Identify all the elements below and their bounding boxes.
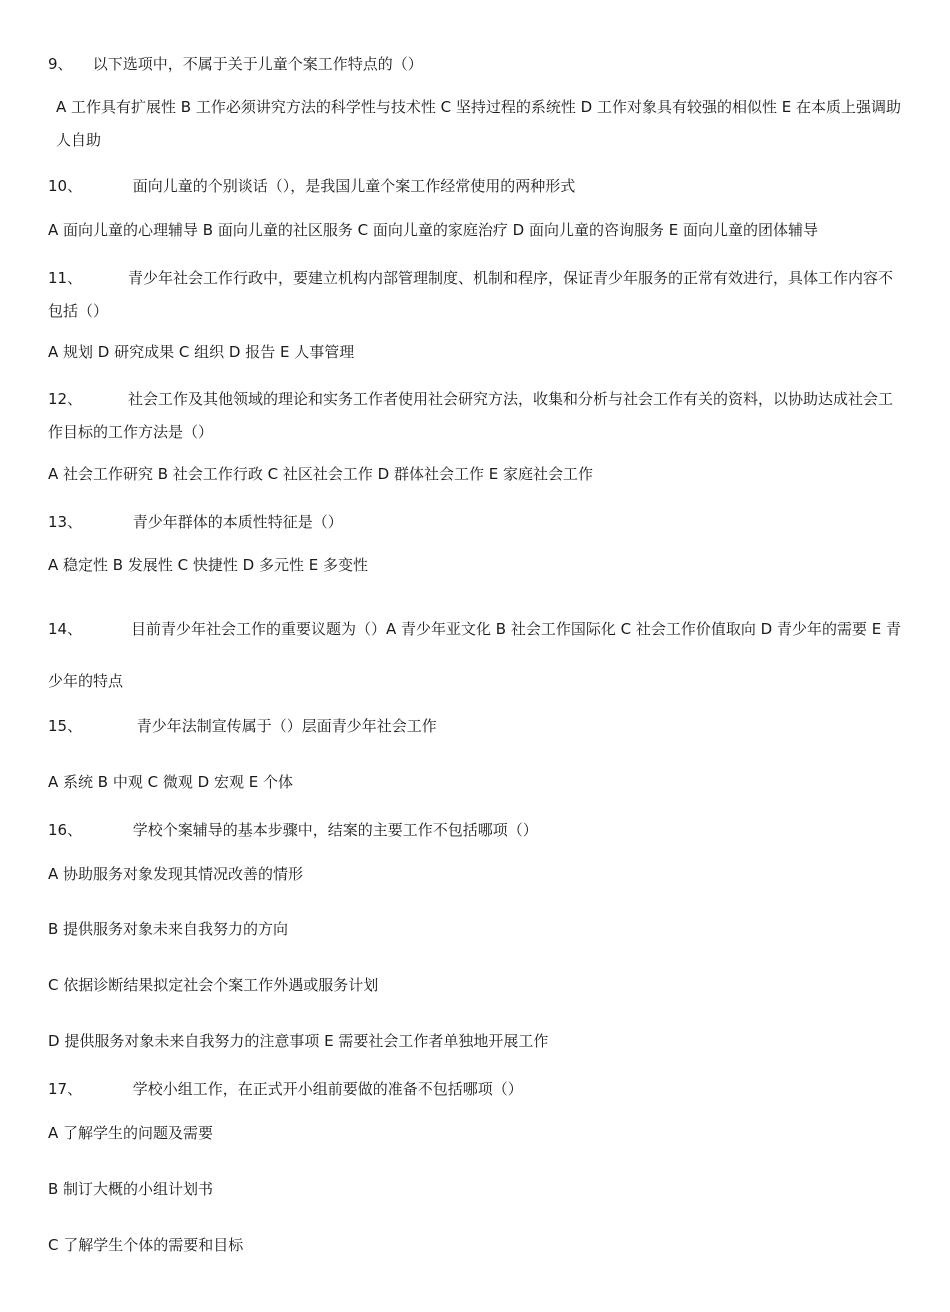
question-number: 14、: [48, 620, 83, 638]
option-line: A 社会工作研究 B 社会工作行政 C 社区社会工作 D 群体社会工作 E 家庭社会工作: [48, 465, 593, 483]
question-text: 目前青少年社会工作的重要议题为（）A 青少年亚文化 B 社会工作国际化 C 社会工作价值取向 D 青少年的需要 E 青少年的特点: [48, 620, 901, 690]
question-number: 10、: [48, 177, 83, 195]
option-line: A 系统 B 中观 C 微观 D 宏观 E 个体: [48, 773, 293, 791]
question-number: 12、: [48, 390, 83, 408]
option-line: C 依据诊断结果拟定社会个案工作外遇或服务计划: [48, 976, 379, 994]
option-line: A 协助服务对象发现其情况改善的情形: [48, 865, 304, 883]
option-line: B 提供服务对象未来自我努力的方向: [48, 920, 289, 938]
question-text: 社会工作及其他领域的理论和实务工作者使用社会研究方法，收集和分析与社会工作有关的资料，以协助达成社会工作目标的工作方法是（）: [48, 390, 894, 441]
question-text: 青少年群体的本质性特征是（）: [132, 513, 343, 531]
question-text: 学校小组工作，在正式开小组前要做的准备不包括哪项（）: [132, 1080, 523, 1098]
option-line: A 规划 D 研究成果 C 组织 D 报告 E 人事管理: [48, 343, 355, 361]
question-text: 面向儿童的个别谈话（），是我国儿童个案工作经常使用的两种形式: [132, 177, 576, 195]
question-16: [48, 820, 902, 840]
option-line: A 稳定性 B 发展性 C 快捷性 D 多元性 E 多变性: [48, 556, 368, 574]
option-line: C 了解学生个体的需要和目标: [48, 1236, 244, 1254]
question-text: 青少年社会工作行政中，要建立机构内部管理制度、机制和程序，保证青少年服务的正常有效进行，具体工作内容不包括（）: [48, 269, 894, 320]
question-number: 13、: [48, 513, 83, 531]
question-text: 以下选项中，不属于关于儿童个案工作特点的（）: [92, 55, 423, 73]
option-line: A 了解学生的问题及需要: [48, 1124, 214, 1142]
question-11: [48, 262, 902, 328]
question-number: 16、: [48, 821, 83, 839]
question-text: 学校个案辅导的基本步骤中，结案的主要工作不包括哪项（）: [132, 821, 538, 839]
option-line: D 提供服务对象未来自我努力的注意事项 E 需要社会工作者单独地开展工作: [48, 1032, 549, 1050]
question-number: 15、: [48, 717, 83, 735]
option-line: A 面向儿童的心理辅导 B 面向儿童的社区服务 C 面向儿童的家庭治疗 D 面向儿童的咨询服务 E 面向儿童的团体辅导: [48, 221, 818, 239]
question-12: [48, 383, 902, 449]
option-line: A 工作具有扩展性 B 工作必须讲究方法的科学性与技术性 C 坚持过程的系统性 D 工作对象具有较强的相似性 E 在本质上强调助人自助: [56, 98, 901, 149]
question-9: [48, 54, 902, 74]
question-number: 11、: [48, 269, 83, 287]
question-10: [48, 176, 902, 196]
option-line: B 制订大概的小组计划书: [48, 1180, 214, 1198]
question-13: [48, 512, 902, 532]
question-17: [48, 1079, 902, 1099]
question-14: [48, 603, 902, 707]
question-15: [48, 716, 902, 736]
question-text: 青少年法制宣传属于（）层面青少年社会工作: [136, 717, 437, 735]
question-number: 17、: [48, 1080, 83, 1098]
question-number: 9、: [48, 55, 73, 73]
